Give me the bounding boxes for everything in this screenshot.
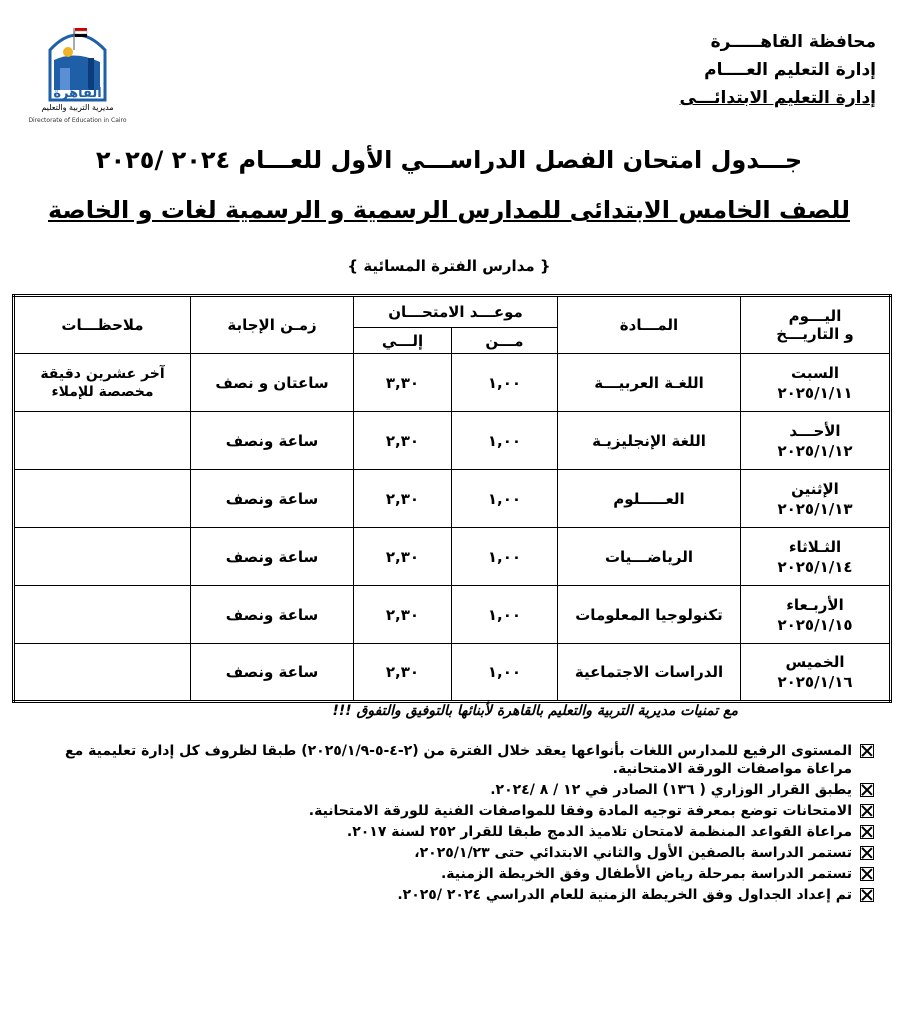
notes-list [24,742,874,907]
header-primary-education: إدارة التعليم الابتدائـــى [679,88,876,108]
note-item [24,781,874,799]
day-date-cell [741,412,891,470]
exam-schedule-table [12,294,892,703]
table-row [14,644,891,702]
header-notes: ملاحظـــات [14,296,191,354]
duration-cell: ساعتان و نصف [191,354,354,412]
exam-date: ٢٠٢٥/١/١١ [777,383,853,402]
checkbox-x-icon [860,888,874,902]
day-name: الخميس [785,653,845,671]
day-name: الثـلاثاء [788,537,842,556]
wish-line: مع تمنيات مديرية التربية والتعليم بالقاهرة لأبنائها بالتوفيق والتفوق !!! [332,703,738,719]
checkbox-x-icon [860,867,874,881]
duration-cell: ساعة ونصف [191,470,354,528]
subject-cell: اللغـة العربيـــة [558,354,741,412]
from-cell: ١,٠٠ [452,470,558,528]
duration-cell: ساعة ونصف [191,412,354,470]
note-item [24,844,874,862]
subject-cell: العـــــلوم [558,470,741,528]
notes-cell [14,586,191,644]
checkbox-x-icon [860,804,874,818]
table-header-row [14,296,891,328]
subject-cell: الدراسات الاجتماعية [558,644,741,702]
from-cell: ١,٠٠ [452,354,558,412]
notes-cell [14,644,191,702]
day-date-cell [741,470,891,528]
note-item [24,865,874,883]
note-item [24,802,874,820]
header-day-date [741,296,891,354]
to-cell: ٢,٣٠ [354,528,452,586]
logo-caption-arabic: مديرية التربية والتعليم [41,103,114,112]
table-row [14,412,891,470]
header-exam-time: موعـــد الامتحـــان [354,296,558,328]
subject-cell: اللغة الإنجليزيـة [558,412,741,470]
to-cell: ٢,٣٠ [354,644,452,702]
header-from: مـــن [452,328,558,354]
header-governorate: محافظة القاهـــــرة [710,32,876,52]
header-day: اليـــوم [788,307,842,325]
note-text: تستمر الدراسة بمرحلة رياض الأطفال وفق الخريطة الزمنية. [440,866,852,882]
header-to: إلـــي [354,328,452,354]
header-duration: زمـن الإجابة [191,296,354,354]
from-cell: ١,٠٠ [452,586,558,644]
logo-caption-english: Directorate of Education in Cairo [28,117,127,124]
note-item [24,886,874,904]
notes-cell: آخر عشرين دقيقة مخصصة للإملاء [14,354,191,412]
header-date: و التاريـــخ [776,325,854,343]
header-general-education: إدارة التعليم العــــام [704,60,876,80]
note-text: الامتحانات توضع بمعرفة توجيه المادة وفقا للمواصفات الفنية للورقة الامتحانية. [308,803,852,819]
logo-name: القاهرة [53,86,102,101]
exam-date: ٢٠٢٥/١/١٣ [777,499,853,518]
header-subject: المـــادة [558,296,741,354]
checkbox-x-icon [860,825,874,839]
day-name: الإثنين [791,479,839,498]
checkbox-x-icon [860,783,874,797]
note-text: المستوى الرفيع للمدارس اللغات بأنواعها يعقد خلال الفترة من (٢-٤-٥-٢٠٢٥/١/٩) طبقا لظروف كل إدارة تعليمية مع مراعاة مواصفات الورقة الامتحانية. [65,743,852,777]
exam-date: ٢٠٢٥/١/١٦ [777,673,853,691]
day-date-cell [741,644,891,702]
from-cell: ١,٠٠ [452,644,558,702]
exam-date: ٢٠٢٥/١/١٢ [777,441,853,460]
period-label: { مدارس الفترة المسائية } [347,257,551,275]
duration-cell: ساعة ونصف [191,586,354,644]
note-text: مراعاة القواعد المنظمة لامتحان تلاميذ الدمج طبقا للقرار ٢٥٢ لسنة ٢٠١٧. [346,824,852,840]
notes-cell [14,412,191,470]
table-row [14,470,891,528]
exam-date: ٢٠٢٥/١/١٤ [777,557,853,576]
note-text: تم إعداد الجداول وفق الخريطة الزمنية للعام الدراسي ٢٠٢٤ /٢٠٢٥. [397,887,852,903]
note-text: تستمر الدراسة بالصفين الأول والثاني الابتدائي حتى ٢٠٢٥/١/٢٣، [414,845,852,861]
page-subtitle-grade: للصف الخامس الابتدائى للمدارس الرسمية و الرسمية لغات و الخاصة [47,196,851,224]
subject-cell: الرياضـــيات [558,528,741,586]
day-date-cell [741,586,891,644]
note-item [24,823,874,841]
notes-cell [14,528,191,586]
to-cell: ٢,٣٠ [354,586,452,644]
to-cell: ٣,٣٠ [354,354,452,412]
day-date-cell [741,354,891,412]
table-row [14,354,891,412]
day-name: السبت [790,363,840,382]
duration-cell: ساعة ونصف [191,644,354,702]
page-title: جـــدول امتحان الفصل الدراســـي الأول للعـــام ٢٠٢٤ /٢٠٢٥ [95,146,803,174]
note-text: يطبق القرار الوزاري ( ١٣٦) الصادر في ١٢ / ٨ /٢٠٢٤. [490,782,852,798]
from-cell: ١,٠٠ [452,528,558,586]
checkbox-x-icon [860,846,874,860]
exam-date: ٢٠٢٥/١/١٥ [777,615,853,634]
duration-cell: ساعة ونصف [191,528,354,586]
day-date-cell [741,528,891,586]
to-cell: ٢,٣٠ [354,470,452,528]
checkbox-x-icon [860,744,874,758]
note-item [24,742,874,778]
subject-cell: تكنولوجيا المعلومات [558,586,741,644]
to-cell: ٢,٣٠ [354,412,452,470]
day-name: الأحـــد [789,421,841,440]
table-row [14,586,891,644]
day-name: الأربـعاء [786,595,844,614]
table-row [14,528,891,586]
from-cell: ١,٠٠ [452,412,558,470]
notes-cell [14,470,191,528]
